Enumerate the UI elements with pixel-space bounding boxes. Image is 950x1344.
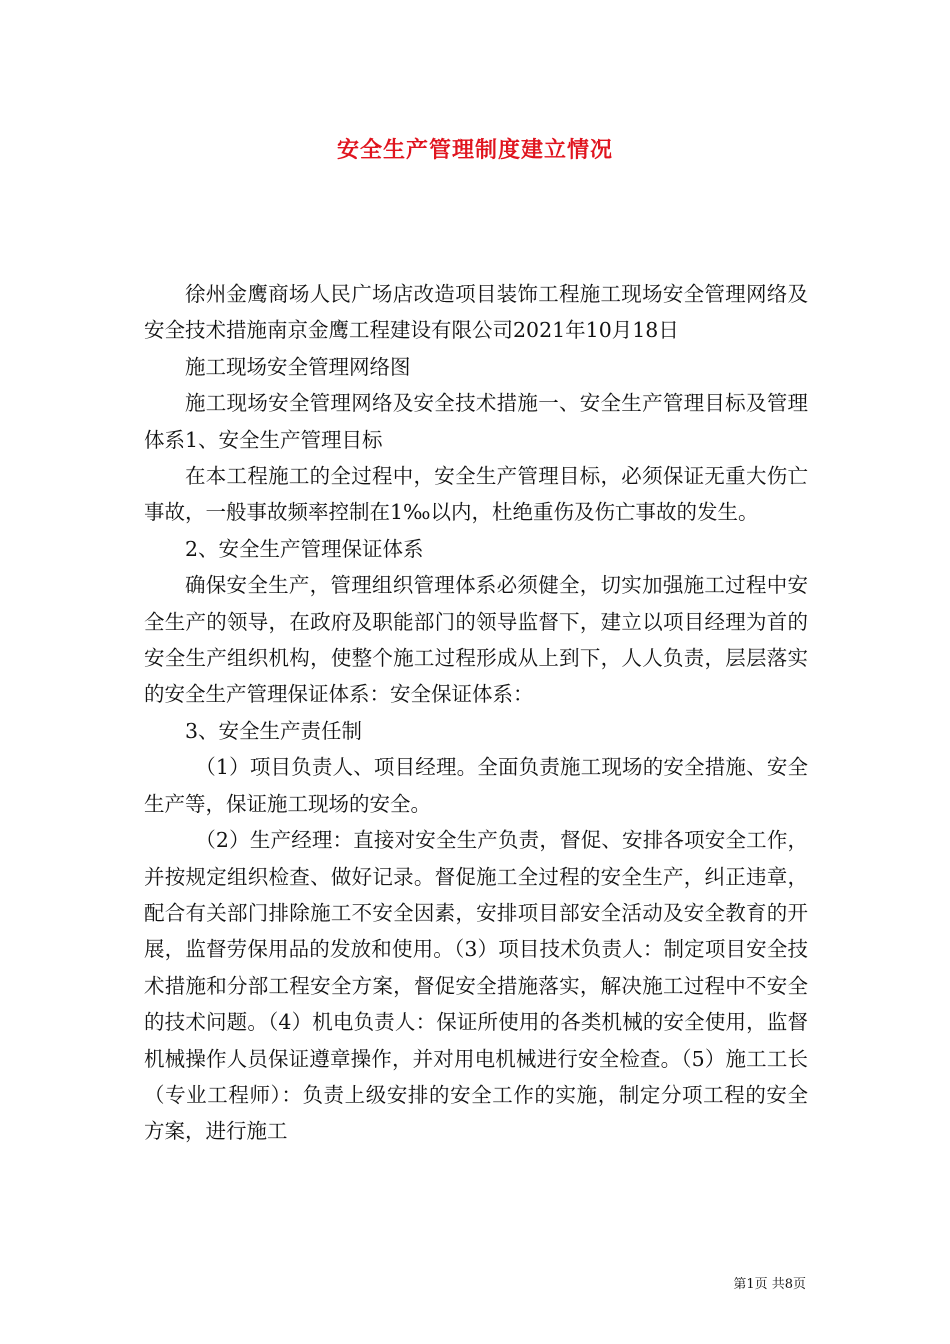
- document-body: [144, 276, 808, 1150]
- paragraph-guarantee-system: 确保安全生产，管理组织管理体系必须健全，切实加强施工过程中安全生产的领导，在政府及职能部门的领导监督下，建立以项目经理为首的安全生产组织机构，使整个施工过程形成从上到下，人人负责，层层落实的安全生产管理保证体系：安全保证体系：: [144, 573, 808, 707]
- page-number: 第1页 共8页: [733, 1277, 806, 1292]
- paragraph-guarantee-system-heading: 2、安全生产管理保证体系: [185, 536, 424, 561]
- paragraph-responsibility-heading: 3、安全生产责任制: [185, 718, 363, 743]
- paragraph-safety-goal: 在本工程施工的全过程中，安全生产管理目标，必须保证无重大伤亡事故，一般事故频率控制在1‰以内，杜绝重伤及伤亡事故的发生。: [144, 464, 808, 525]
- paragraph-project-intro: 徐州金鹰商场人民广场店改造项目装饰工程施工现场安全管理网络及安全技术措施南京金鹰工程建设有限公司2021年10月18日: [144, 282, 808, 343]
- paragraph-project-manager: （1）项目负责人、项目经理。全面负责施工现场的安全措施、安全生产等，保证施工现场的安全。: [144, 755, 808, 816]
- document-title: 安全生产管理制度建立情况: [336, 137, 613, 163]
- paragraph-network-diagram: 施工现场安全管理网络图: [185, 354, 411, 379]
- paragraph-production-manager: （2）生产经理：直接对安全生产负责，督促、安排各项安全工作，并按规定组织检查、做好记录。督促施工全过程的安全生产，纠正违章，配合有关部门排除施工不安全因素，安排项目部安全活动及安全教育的开展，监督劳保用品的发放和使用。（3）项目技术负责人：制定项目安全技术措施和分部工程安全方案，督促安全措施落实，解决施工过程中不安全的技术问题。（4）机电负责人：保证所使用的各类机械的安全使用，监督机械操作人员保证遵章操作，并对用电机械进行安全检查。（5）施工工长（专业工程师）：负责上级安排的安全工作的实施，制定分项工程的安全方案，进行施工: [144, 828, 808, 1144]
- paragraph-management-goals-heading: 施工现场安全管理网络及安全技术措施一、安全生产管理目标及管理体系1、安全生产管理目标: [144, 391, 808, 452]
